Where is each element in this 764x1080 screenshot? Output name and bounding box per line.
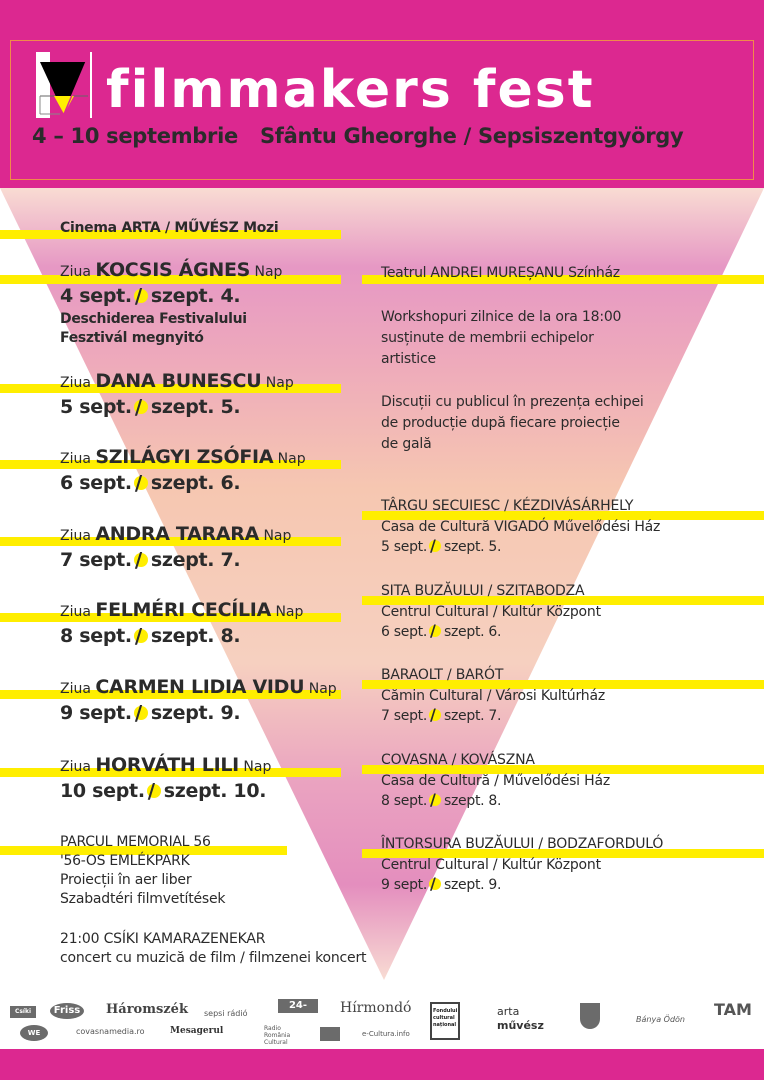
slash-dot-icon xyxy=(429,709,441,721)
park-title: PARCUL MEMORIAL 56 xyxy=(60,834,211,850)
slash-dot-icon xyxy=(134,629,148,643)
festival-subtitle xyxy=(32,124,683,148)
slash-dot-icon xyxy=(429,625,441,637)
sponsor-logo-afcn: Fondului cultural național xyxy=(430,1002,460,1040)
park-line: Szabadtéri filmvetítések xyxy=(60,891,226,907)
discussions-line: de gală xyxy=(381,436,432,452)
day-heading: Ziua DANA BUNESCU Nap xyxy=(60,370,294,392)
day-date: 10 sept. / szept. 10. xyxy=(60,780,266,802)
sponsor-logo-small xyxy=(320,1027,340,1041)
discussions-line: de producție după fiecare proiecție xyxy=(381,415,620,431)
sponsor-logo-haromszek: Háromszék xyxy=(106,1002,188,1017)
town-date: 9 sept. / szept. 9. xyxy=(381,877,501,893)
sponsor-logo-muvesz: művész xyxy=(497,1019,544,1032)
slash-dot-icon xyxy=(429,878,441,890)
town-name: COVASNA / KOVÁSZNA xyxy=(381,752,535,768)
day-name: KOCSIS ÁGNES xyxy=(95,259,251,281)
sponsor-logo-radio-romania-cultural: Radio România Cultural xyxy=(264,1025,291,1046)
day-name: ANDRA TARARA xyxy=(95,523,259,545)
day-date: 4 sept. / szept. 4. xyxy=(60,285,240,307)
town-venue: Cămin Cultural / Városi Kultúrház xyxy=(381,688,605,704)
park-subtitle: '56-OS EMLÉKPARK xyxy=(60,853,190,869)
workshops-line: susținute de membrii echipelor xyxy=(381,330,594,346)
theatre-venue: Teatrul ANDREI MUREȘANU Színház xyxy=(381,265,620,281)
town-name: BARAOLT / BARÓT xyxy=(381,667,504,683)
sponsor-logo-covasnamedia: covasnamedia.ro xyxy=(76,1027,145,1036)
festival-location: Sfântu Gheorghe / Sepsiszentgyörgy xyxy=(259,124,684,148)
day-date: 5 sept. / szept. 5. xyxy=(60,396,240,418)
slash-dot-icon xyxy=(134,706,148,720)
sponsors-strip xyxy=(0,995,764,1049)
slash-dot-icon xyxy=(429,540,441,552)
sponsor-logo-hirmondo: Hírmondó xyxy=(340,1000,412,1016)
town-date: 5 sept. / szept. 5. xyxy=(381,539,501,555)
slash-dot-icon xyxy=(147,784,161,798)
opening-note-ro: Deschiderea Festivalului xyxy=(60,311,247,327)
slash-dot-icon xyxy=(429,794,441,806)
concert-title: 21:00 CSÍKI KAMARAZENEKAR xyxy=(60,931,266,947)
day-heading: Ziua KOCSIS ÁGNES Nap xyxy=(60,259,283,281)
town-date: 8 sept. / szept. 8. xyxy=(381,793,501,809)
town-name: ÎNTORSURA BUZĂULUI / BODZAFORDULÓ xyxy=(381,836,664,852)
sponsor-logo-we-radio: WE xyxy=(20,1025,48,1041)
day-date: 8 sept. / szept. 8. xyxy=(60,625,240,647)
town-venue: Centrul Cultural / Kultúr Központ xyxy=(381,604,601,620)
opening-note-hu: Fesztivál megnyitó xyxy=(60,330,204,346)
sponsor-logo-ecultura: e-Cultura.info xyxy=(362,1030,410,1038)
footer-banner xyxy=(0,1049,764,1080)
coat-of-arms-icon xyxy=(580,1003,600,1029)
slash-dot-icon xyxy=(134,553,148,567)
slash-dot-icon xyxy=(134,289,148,303)
day-name: DANA BUNESCU xyxy=(95,370,262,392)
slash-dot-icon xyxy=(134,476,148,490)
concert-description: concert cu muzică de film / filmzenei koncert xyxy=(60,950,367,966)
header-banner xyxy=(0,0,764,188)
day-name: HORVÁTH LILI xyxy=(95,754,239,776)
day-heading: Ziua SZILÁGYI ZSÓFIA Nap xyxy=(60,446,306,468)
day-name: FELMÉRI CECÍLIA xyxy=(95,599,271,621)
sponsor-logo-friss: Friss xyxy=(50,1003,84,1019)
town-venue: Centrul Cultural / Kultúr Központ xyxy=(381,857,601,873)
film-triangle-logo-icon xyxy=(36,52,98,118)
day-heading: Ziua CARMEN LIDIA VIDU Nap xyxy=(60,676,337,698)
sponsor-logo-24fun: 24-FUN xyxy=(278,999,318,1013)
sponsor-logo-csiki: Csíki xyxy=(10,1006,36,1018)
day-heading: Ziua ANDRA TARARA Nap xyxy=(60,523,292,545)
festival-dates: 4 – 10 septembrie xyxy=(32,124,238,148)
sponsor-logo-arta: arta xyxy=(497,1005,520,1018)
day-name: CARMEN LIDIA VIDU xyxy=(95,676,305,698)
day-name: SZILÁGYI ZSÓFIA xyxy=(95,446,274,468)
sponsor-logo-tam: TAM xyxy=(714,1000,752,1019)
town-date: 7 sept. / szept. 7. xyxy=(381,708,501,724)
town-date: 6 sept. / szept. 6. xyxy=(381,624,501,640)
workshops-line: artistice xyxy=(381,351,436,367)
sponsor-logo-mesagerul: Mesagerul xyxy=(170,1026,224,1036)
day-heading: Ziua HORVÁTH LILI Nap xyxy=(60,754,272,776)
town-name: SITA BUZĂULUI / SZITABODZA xyxy=(381,583,585,599)
slash-dot-icon xyxy=(134,400,148,414)
discussions-line: Discuții cu publicul în prezența echipei xyxy=(381,394,644,410)
park-line: Proiecții în aer liber xyxy=(60,872,192,888)
workshops-line: Workshopuri zilnice de la ora 18:00 xyxy=(381,309,622,325)
day-date: 6 sept. / szept. 6. xyxy=(60,472,240,494)
town-venue: Casa de Cultură VIGADÓ Művelődési Ház xyxy=(381,519,661,535)
festival-title: filmmakers fest xyxy=(106,60,595,120)
sponsor-logo-banya: Bánya Ödön xyxy=(636,1015,685,1024)
town-name: TÂRGU SECUIESC / KÉZDIVÁSÁRHELY xyxy=(381,498,634,514)
venue-cinema-arta: Cinema ARTA / MŰVÉSZ Mozi xyxy=(60,220,279,236)
town-venue: Casa de Cultură / Művelődési Ház xyxy=(381,773,610,789)
day-heading: Ziua FELMÉRI CECÍLIA Nap xyxy=(60,599,304,621)
sponsor-logo-sepsi-radio: sepsi rádió xyxy=(204,1009,248,1018)
day-date: 9 sept. / szept. 9. xyxy=(60,702,240,724)
day-date: 7 sept. / szept. 7. xyxy=(60,549,240,571)
